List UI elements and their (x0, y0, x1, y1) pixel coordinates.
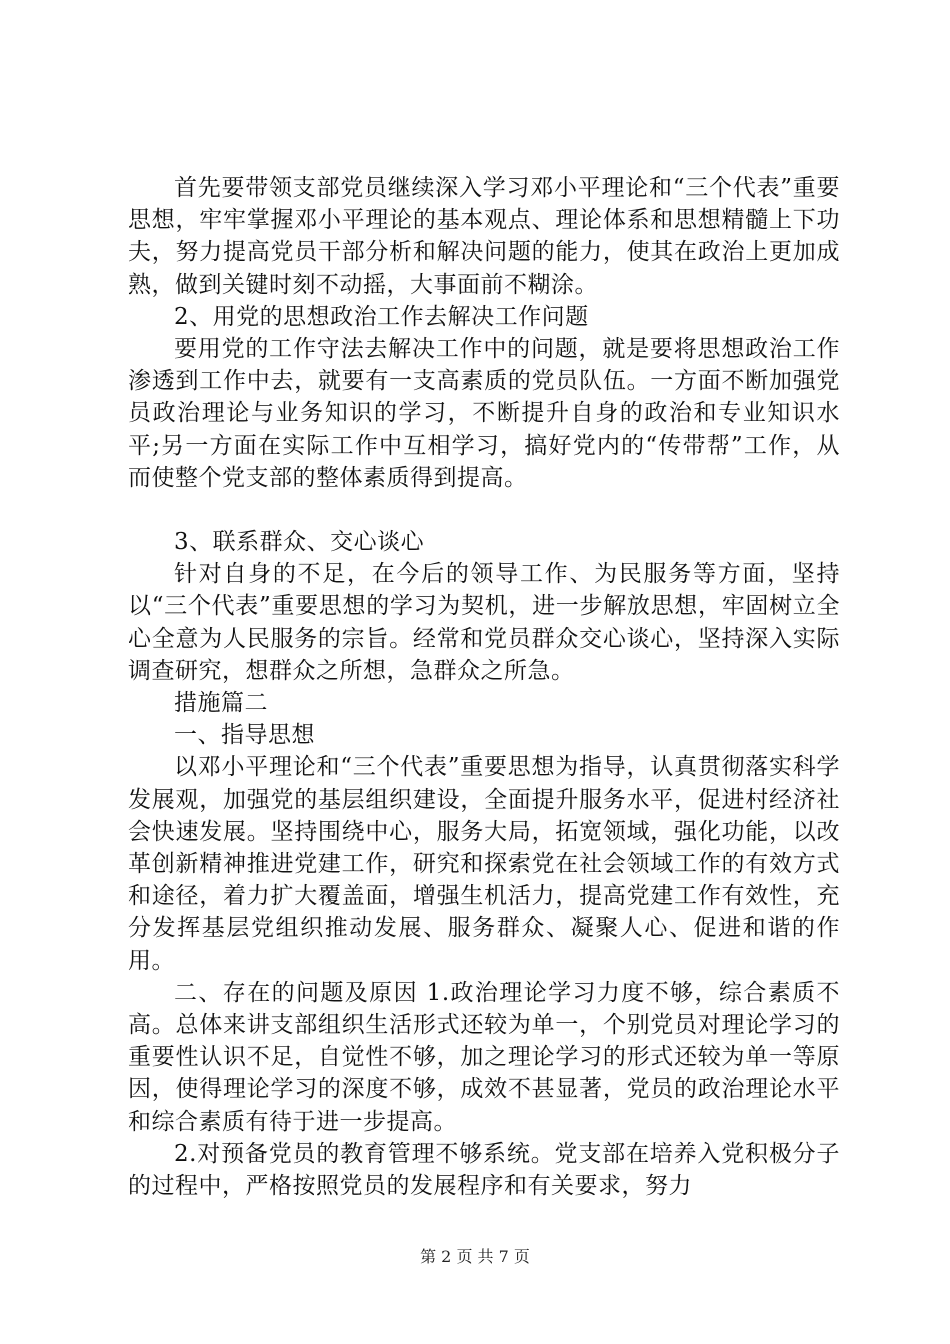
document-body (128, 172, 840, 1202)
heading-guiding-ideology: 一、指导思想 (174, 722, 315, 749)
paragraph-political-work: 要用党的工作守法去解决工作中的问题，就是要将思想政治工作渗透到工作中去，就要有一支高素质的党员队伍。一方面不断加强党员政治理论与业务知识的学习，不断提升自身的政治和专业知识水平;另一方面在实际工作中互相学习，搞好党内的“传带帮”工作，从而使整个党支部的整体素质得到提高。 (128, 336, 840, 491)
paragraph-study-theory: 首先要带领支部党员继续深入学习邓小平理论和“三个代表”重要思想，牢牢掌握邓小平理论的基本观点、理论体系和思想精髓上下功夫，努力提高党员干部分析和解决问题的能力，使其在政治上更加成熟，做到关键时刻不动摇，大事面前不糊涂。 (128, 175, 840, 298)
paragraph-contact-masses: 针对自身的不足，在今后的领导工作、为民服务等方面，坚持以“三个代表”重要思想的学习为契机，进一步解放思想，牢固树立全心全意为人民服务的宗旨。经常和党员群众交心谈心，坚持深入实际调查研究，想群众之所想，急群众之所急。 (128, 561, 840, 684)
paragraph-probationary-members: 2.对预备党员的教育管理不够系统。党支部在培养入党积极分子的过程中，严格按照党员的发展程序和有关要求，努力 (128, 1140, 840, 1200)
paragraph-guiding-ideology: 以邓小平理论和“三个代表”重要思想为指导，认真贯彻落实科学发展观，加强党的基层组织建设，全面提升服务水平，促进村经济社会快速发展。坚持围绕中心，服务大局，拓宽领域，强化功能，以改革创新精神推进党建工作，研究和探索党在社会领域工作的有效方式和途径，着力扩大覆盖面，增强生机活力，提高党建工作有效性，充分发挥基层党组织推动发展、服务群众、凝聚人心、促进和谐的作用。 (128, 754, 840, 974)
heading-measures-part-two: 措施篇二 (174, 690, 268, 717)
paragraph-problems-causes: 二、存在的问题及原因 1.政治理论学习力度不够，综合素质不高。总体来讲支部组织生活形式还较为单一，个别党员对理论学习的重要性认识不足，自觉性不够，加之理论学习的形式还较为单一等原因，使得理论学习的深度不够，成效不甚显著，党员的政治理论水平和综合素质有待于进一步提高。 (128, 979, 840, 1135)
page-number-footer: 第 2 页 共 7 页 (420, 1247, 530, 1266)
heading-political-work: 2、用党的思想政治工作去解决工作问题 (174, 303, 589, 330)
heading-contact-masses: 3、联系群众、交心谈心 (174, 529, 425, 556)
